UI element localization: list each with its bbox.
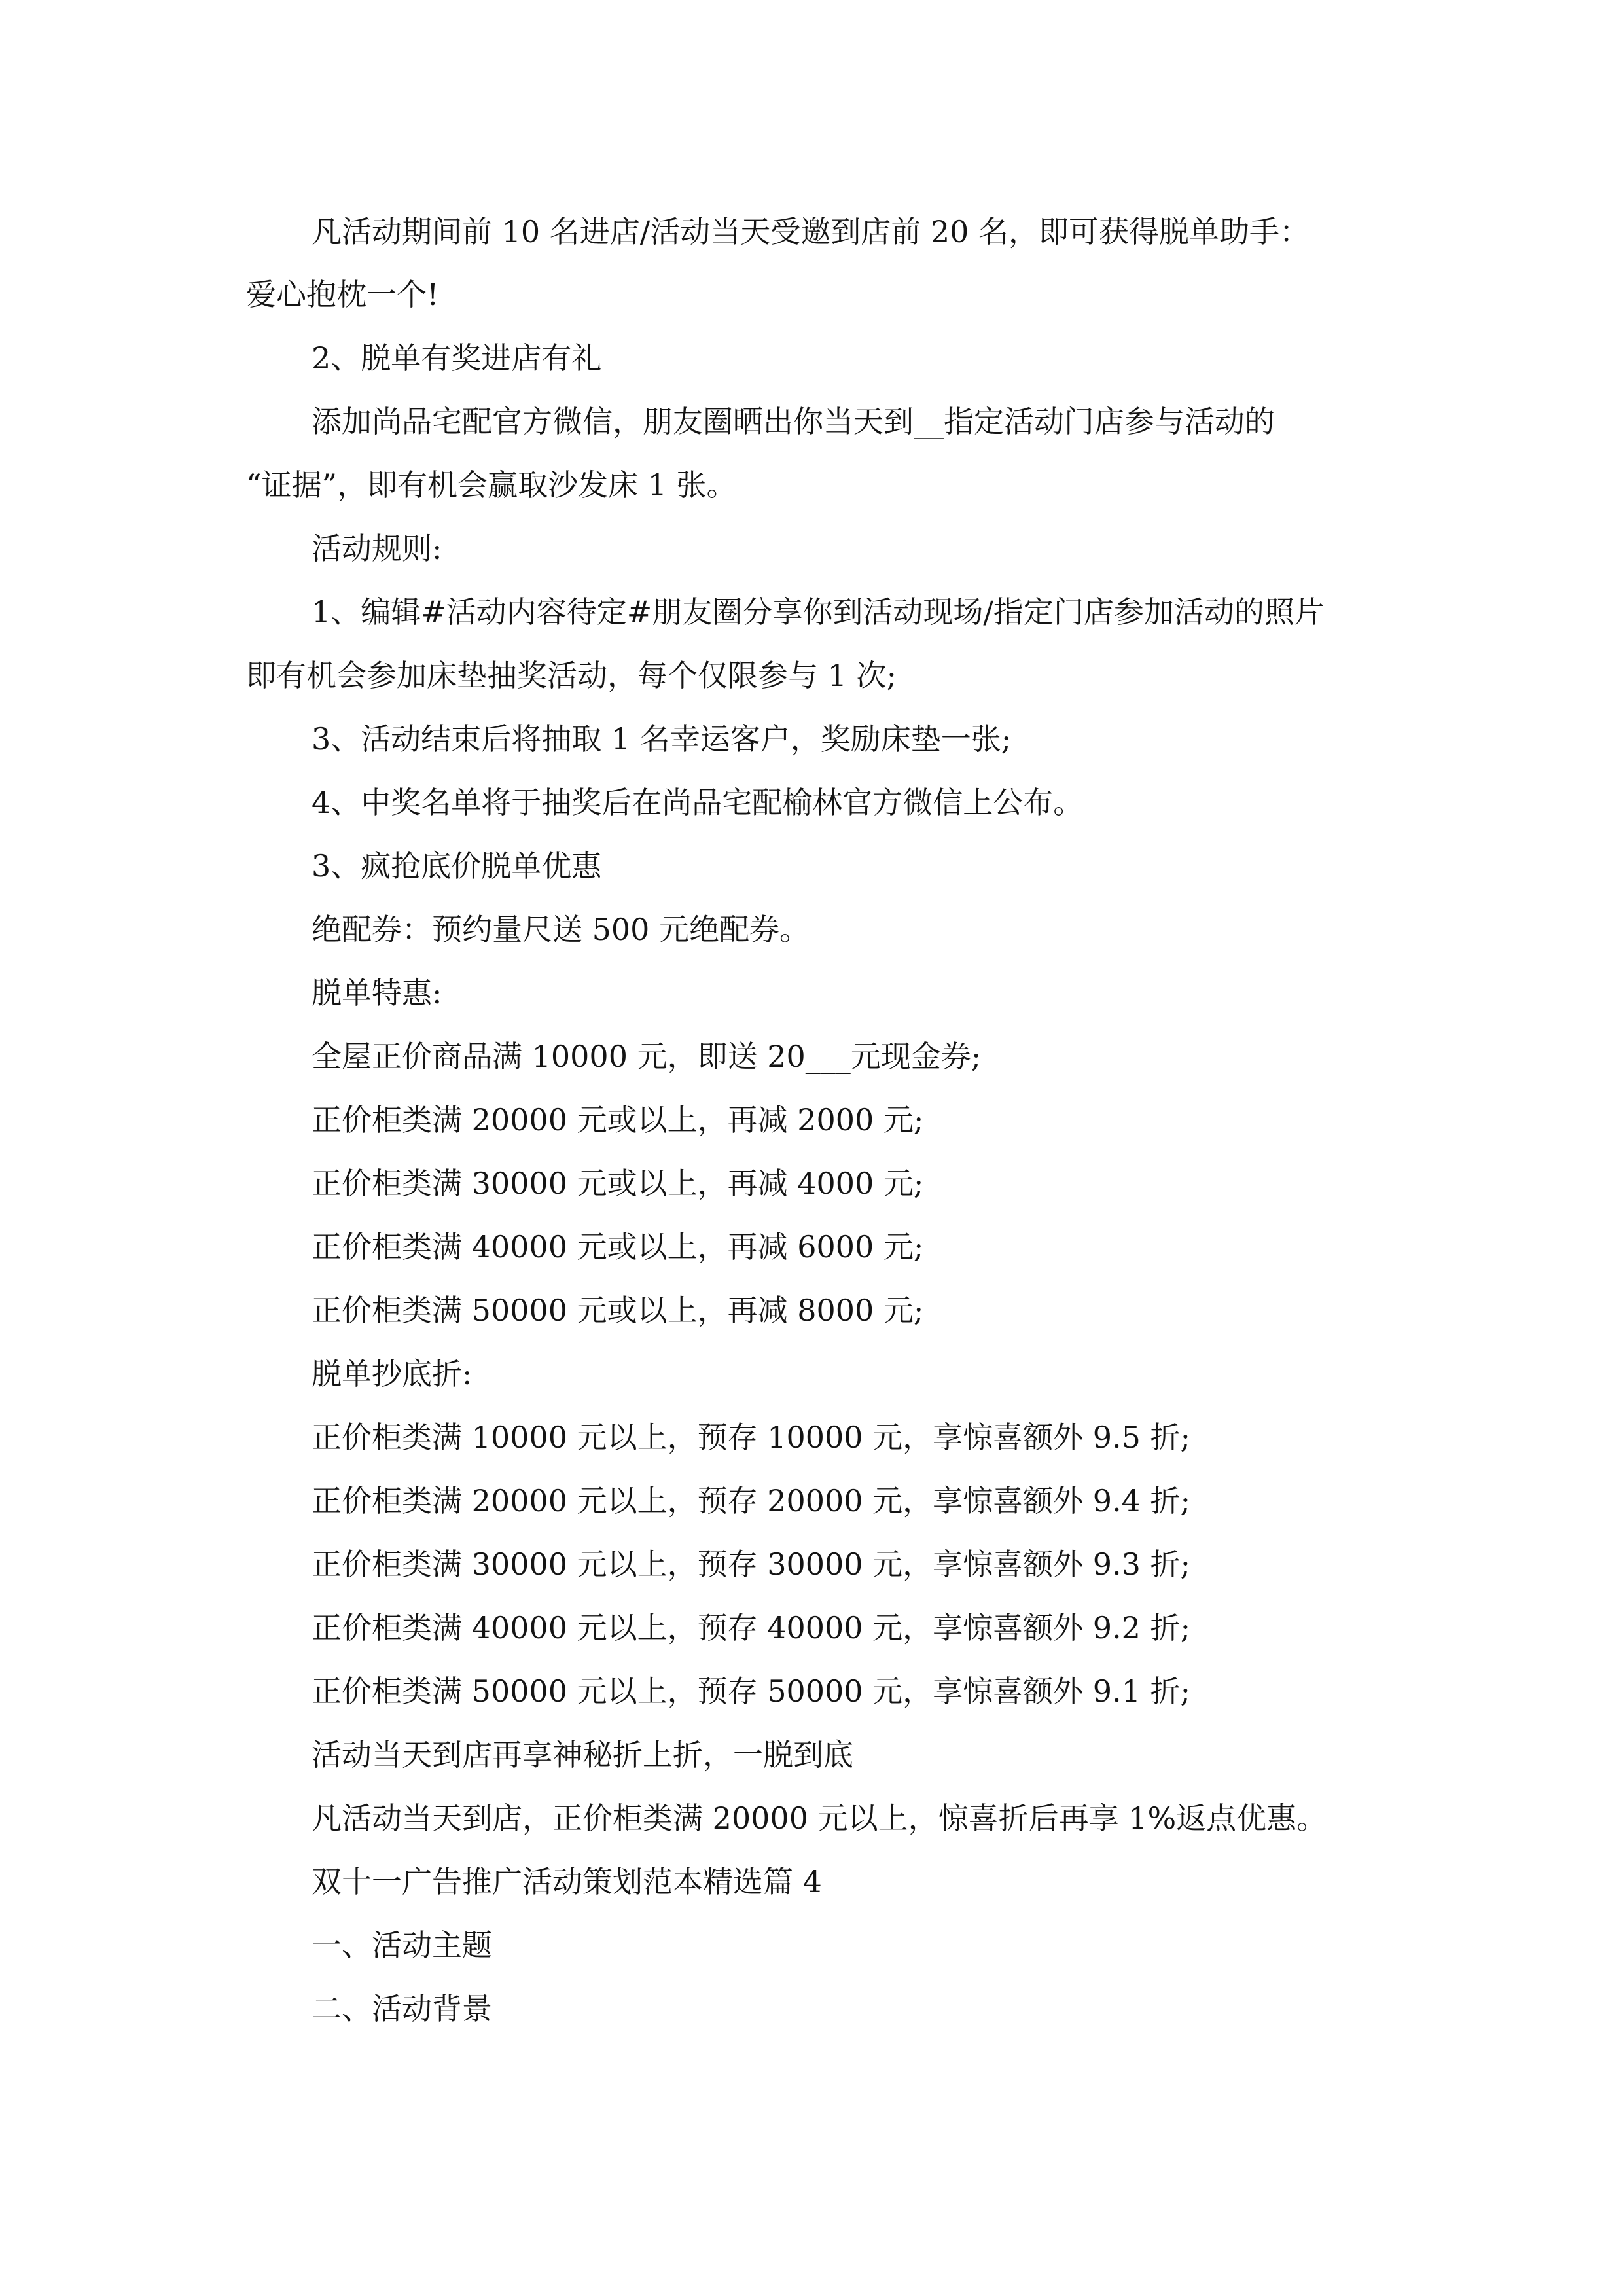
paragraph-line: 正价柜类满 40000 元或以上，再减 6000 元;	[312, 1229, 924, 1265]
paragraph-line: 4、中奖名单将于抽奖后在尚品宅配榆林官方微信上公布。	[312, 785, 1084, 820]
paragraph-line: 脱单抄底折:	[312, 1356, 473, 1391]
paragraph-line: 全屋正价商品满 10000 元，即送 20___元现金券;	[312, 1039, 982, 1074]
paragraph-line: 正价柜类满 20000 元或以上，再减 2000 元;	[312, 1102, 924, 1138]
section-heading: 双十一广告推广活动策划范本精选篇 4	[312, 1864, 822, 1899]
paragraph-line: 脱单特惠:	[312, 975, 442, 1011]
paragraph-line: 1、编辑#活动内容待定#朋友圈分享你到活动现场/指定门店参加活动的照片	[312, 594, 1325, 630]
paragraph-line: 爱心抱枕一个!	[246, 277, 439, 312]
paragraph-line: 正价柜类满 20000 元以上，预存 20000 元，享惊喜额外 9.4 折;	[312, 1483, 1191, 1518]
paragraph-line: 活动当天到店再享神秘折上折，一脱到底	[312, 1737, 853, 1772]
paragraph-line: 即有机会参加床垫抽奖活动，每个仅限参与 1 次;	[246, 658, 897, 693]
paragraph-line: 凡活动当天到店，正价柜类满 20000 元以上，惊喜折后再享 1%返点优惠。	[312, 1801, 1327, 1836]
paragraph-line: 正价柜类满 40000 元以上，预存 40000 元，享惊喜额外 9.2 折;	[312, 1610, 1191, 1645]
paragraph-line: 正价柜类满 10000 元以上，预存 10000 元，享惊喜额外 9.5 折;	[312, 1420, 1191, 1455]
paragraph-line: 添加尚品宅配官方微信，朋友圈晒出你当天到__指定活动门店参与活动的	[312, 404, 1275, 439]
paragraph-line: 3、活动结束后将抽取 1 名幸运客户，奖励床垫一张;	[312, 721, 1012, 757]
section-heading: 3、疯抢底价脱单优惠	[312, 848, 602, 884]
paragraph-line: 活动规则:	[312, 531, 442, 566]
paragraph-line: 正价柜类满 30000 元以上，预存 30000 元，享惊喜额外 9.3 折;	[312, 1547, 1191, 1582]
paragraph-line: 正价柜类满 50000 元以上，预存 50000 元，享惊喜额外 9.1 折;	[312, 1674, 1191, 1709]
section-heading: 二、活动背景	[312, 1991, 492, 2026]
section-heading: 2、脱单有奖进店有礼	[312, 340, 602, 376]
paragraph-line: “证据”，即有机会赢取沙发床 1 张。	[246, 467, 737, 503]
paragraph-line: 正价柜类满 30000 元或以上，再减 4000 元;	[312, 1166, 924, 1201]
paragraph-line: 凡活动期间前 10 名进店/活动当天受邀到店前 20 名，即可获得脱单助手：	[312, 214, 1310, 249]
paragraph-line: 绝配券：预约量尺送 500 元绝配券。	[312, 912, 810, 947]
section-heading: 一、活动主题	[312, 1928, 492, 1963]
paragraph-line: 正价柜类满 50000 元或以上，再减 8000 元;	[312, 1293, 924, 1328]
